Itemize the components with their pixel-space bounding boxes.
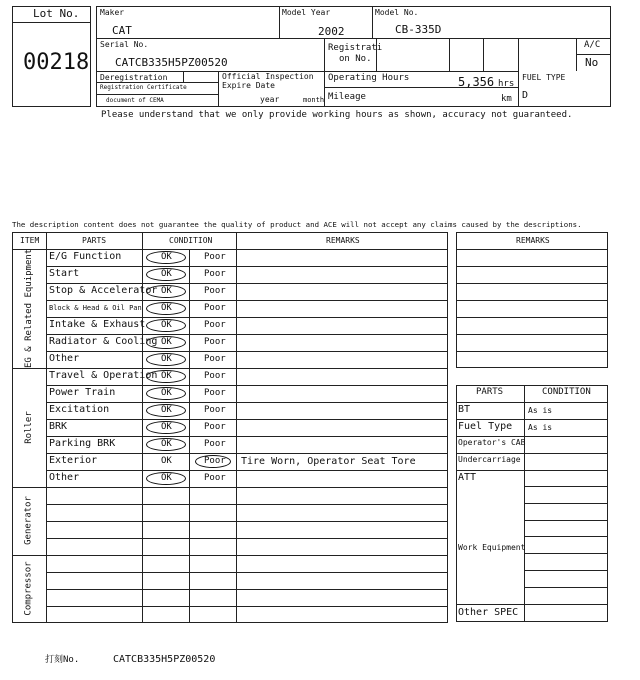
condition-poor[interactable]: Poor — [204, 439, 226, 449]
remark-text: Tire Worn, Operator Seat Tore — [241, 456, 416, 467]
condition-poor[interactable]: Poor — [204, 473, 226, 483]
mileage-label: Mileage — [328, 92, 366, 102]
cema-label: document of CEMA — [106, 97, 164, 104]
registration-label-1: Registrati — [328, 43, 383, 53]
selected-condition-mark — [146, 370, 186, 383]
condition-poor[interactable]: Poor — [204, 286, 226, 296]
selected-condition-mark — [146, 336, 186, 349]
selected-condition-mark — [146, 404, 186, 417]
condition-poor[interactable]: Poor — [204, 303, 226, 313]
lot-number: 00218 — [23, 50, 90, 75]
selected-condition-mark — [146, 353, 186, 366]
selected-condition-mark — [146, 319, 186, 332]
part-label: Parking BRK — [49, 438, 116, 449]
part-label: Excitation — [49, 404, 110, 415]
condition-poor[interactable]: Poor — [204, 252, 226, 262]
selected-condition-mark — [146, 268, 186, 281]
part-label: Stop & Accelerator — [49, 285, 158, 296]
condition-ok[interactable]: OK — [161, 269, 172, 279]
part-label: Radiator & Cooling — [49, 336, 158, 347]
hrs-unit: hrs — [498, 79, 515, 89]
right-part-label: BT — [458, 404, 471, 415]
selected-condition-mark — [146, 438, 186, 451]
right-part-label: Fuel Type — [458, 421, 513, 432]
selected-condition-mark — [146, 421, 186, 434]
condition-poor[interactable]: Poor — [204, 422, 226, 432]
maker-label: Maker — [100, 8, 125, 17]
inspection-label-2: Expire Date — [222, 81, 275, 90]
col-condition-header: CONDITION — [169, 236, 213, 245]
condition-ok[interactable]: OK — [161, 252, 172, 262]
selected-condition-mark — [146, 472, 186, 485]
year-label: year — [260, 95, 280, 104]
selected-condition-mark — [146, 302, 186, 315]
fuel-type-label: FUEL TYPE — [522, 73, 566, 82]
condition-ok[interactable]: OK — [161, 388, 172, 398]
fuel-type-value: D — [522, 90, 529, 101]
disclaimer: The description content does not guarantee the quality of product and ACE will not accept any claims caused by the descriptions. — [12, 220, 582, 229]
model-year-value: 2002 — [318, 25, 345, 38]
right-remarks-header: REMARKS — [516, 236, 550, 245]
condition-poor[interactable]: Poor — [204, 337, 226, 347]
right-condition-header: CONDITION — [542, 387, 591, 397]
condition-poor[interactable]: Poor — [204, 371, 226, 381]
part-label: BRK — [49, 421, 68, 432]
part-label: Block & Head & Oil Pan — [49, 304, 142, 312]
model-no-label: Model No. — [375, 8, 419, 17]
ac-value: No — [585, 56, 599, 69]
part-label: Exterior — [49, 455, 98, 466]
right-part-label: Undercarriage — [458, 455, 521, 464]
condition-ok[interactable]: OK — [161, 405, 172, 415]
section-label: EG & Related Equipment — [23, 248, 34, 368]
condition-poor[interactable]: Poor — [204, 354, 226, 364]
working-hours-notice: Please understand that we only provide working hours as shown, accuracy not guaranteed. — [101, 110, 573, 120]
part-label: Travel & Operation — [49, 370, 158, 381]
ac-label: A/C — [584, 40, 601, 50]
model-year-label: Model Year — [282, 8, 331, 17]
month-label: month — [303, 96, 325, 104]
selected-condition-mark — [146, 285, 186, 298]
condition-ok[interactable]: OK — [161, 337, 172, 347]
part-label: Other — [49, 353, 80, 364]
condition-ok[interactable]: OK — [161, 286, 172, 296]
part-label: Intake & Exhaust — [49, 319, 146, 330]
right-part-label: Other SPEC — [458, 607, 519, 618]
model-no-value: CB-335D — [395, 23, 442, 36]
condition-poor[interactable]: Poor — [204, 388, 226, 398]
maker-value: CAT — [112, 24, 132, 37]
condition-ok[interactable]: OK — [161, 354, 172, 364]
stamp-label: 打刻No. — [45, 655, 80, 665]
condition-ok[interactable]: OK — [161, 456, 172, 466]
section-label: Roller — [23, 410, 34, 444]
condition-ok[interactable]: OK — [161, 303, 172, 313]
part-label: Other — [49, 472, 80, 483]
condition-poor[interactable]: Poor — [204, 405, 226, 415]
right-parts-header: PARTS — [476, 387, 504, 397]
lot-label: Lot No. — [33, 7, 80, 20]
selected-condition-mark — [146, 387, 186, 400]
stamp-number: CATCB335H5PZ00520 — [113, 654, 216, 665]
section-label: Compressor — [23, 561, 34, 616]
part-label: Start — [49, 268, 80, 279]
serial-label: Serial No. — [100, 40, 149, 49]
right-part-condition: As is — [528, 423, 553, 432]
condition-poor[interactable]: Poor — [204, 456, 226, 466]
km-unit: km — [501, 94, 512, 104]
right-part-label: Work Equipment — [458, 543, 526, 552]
registration-label-2: on No. — [339, 54, 372, 64]
col-remarks-header: REMARKS — [326, 236, 360, 245]
condition-ok[interactable]: OK — [161, 439, 172, 449]
right-part-label: ATT — [458, 472, 477, 483]
right-part-condition: As is — [528, 406, 553, 415]
condition-ok[interactable]: OK — [161, 371, 172, 381]
right-part-label: Operator's CAB — [458, 438, 526, 447]
selected-condition-mark — [146, 251, 186, 264]
condition-poor[interactable]: Poor — [204, 269, 226, 279]
condition-ok[interactable]: OK — [161, 473, 172, 483]
operating-hours-label: Operating Hours — [328, 73, 410, 83]
condition-ok[interactable]: OK — [161, 320, 172, 330]
registration-certificate-label: Registration Certificate — [100, 84, 187, 91]
inspection-label-1: Official Inspection — [222, 72, 314, 81]
deregistration-label: Deregistration — [100, 73, 168, 82]
col-item-header: ITEM — [20, 236, 40, 245]
condition-poor[interactable]: Poor — [204, 320, 226, 330]
section-label: Generator — [23, 496, 34, 545]
operating-hours-value: 5,356 — [458, 75, 495, 89]
condition-ok[interactable]: OK — [161, 422, 172, 432]
selected-condition-mark — [195, 455, 231, 468]
col-parts-header: PARTS — [82, 236, 107, 245]
part-label: Power Train — [49, 387, 116, 398]
part-label: E/G Function — [49, 251, 122, 262]
serial-value: CATCB335H5PZ00520 — [115, 56, 228, 69]
